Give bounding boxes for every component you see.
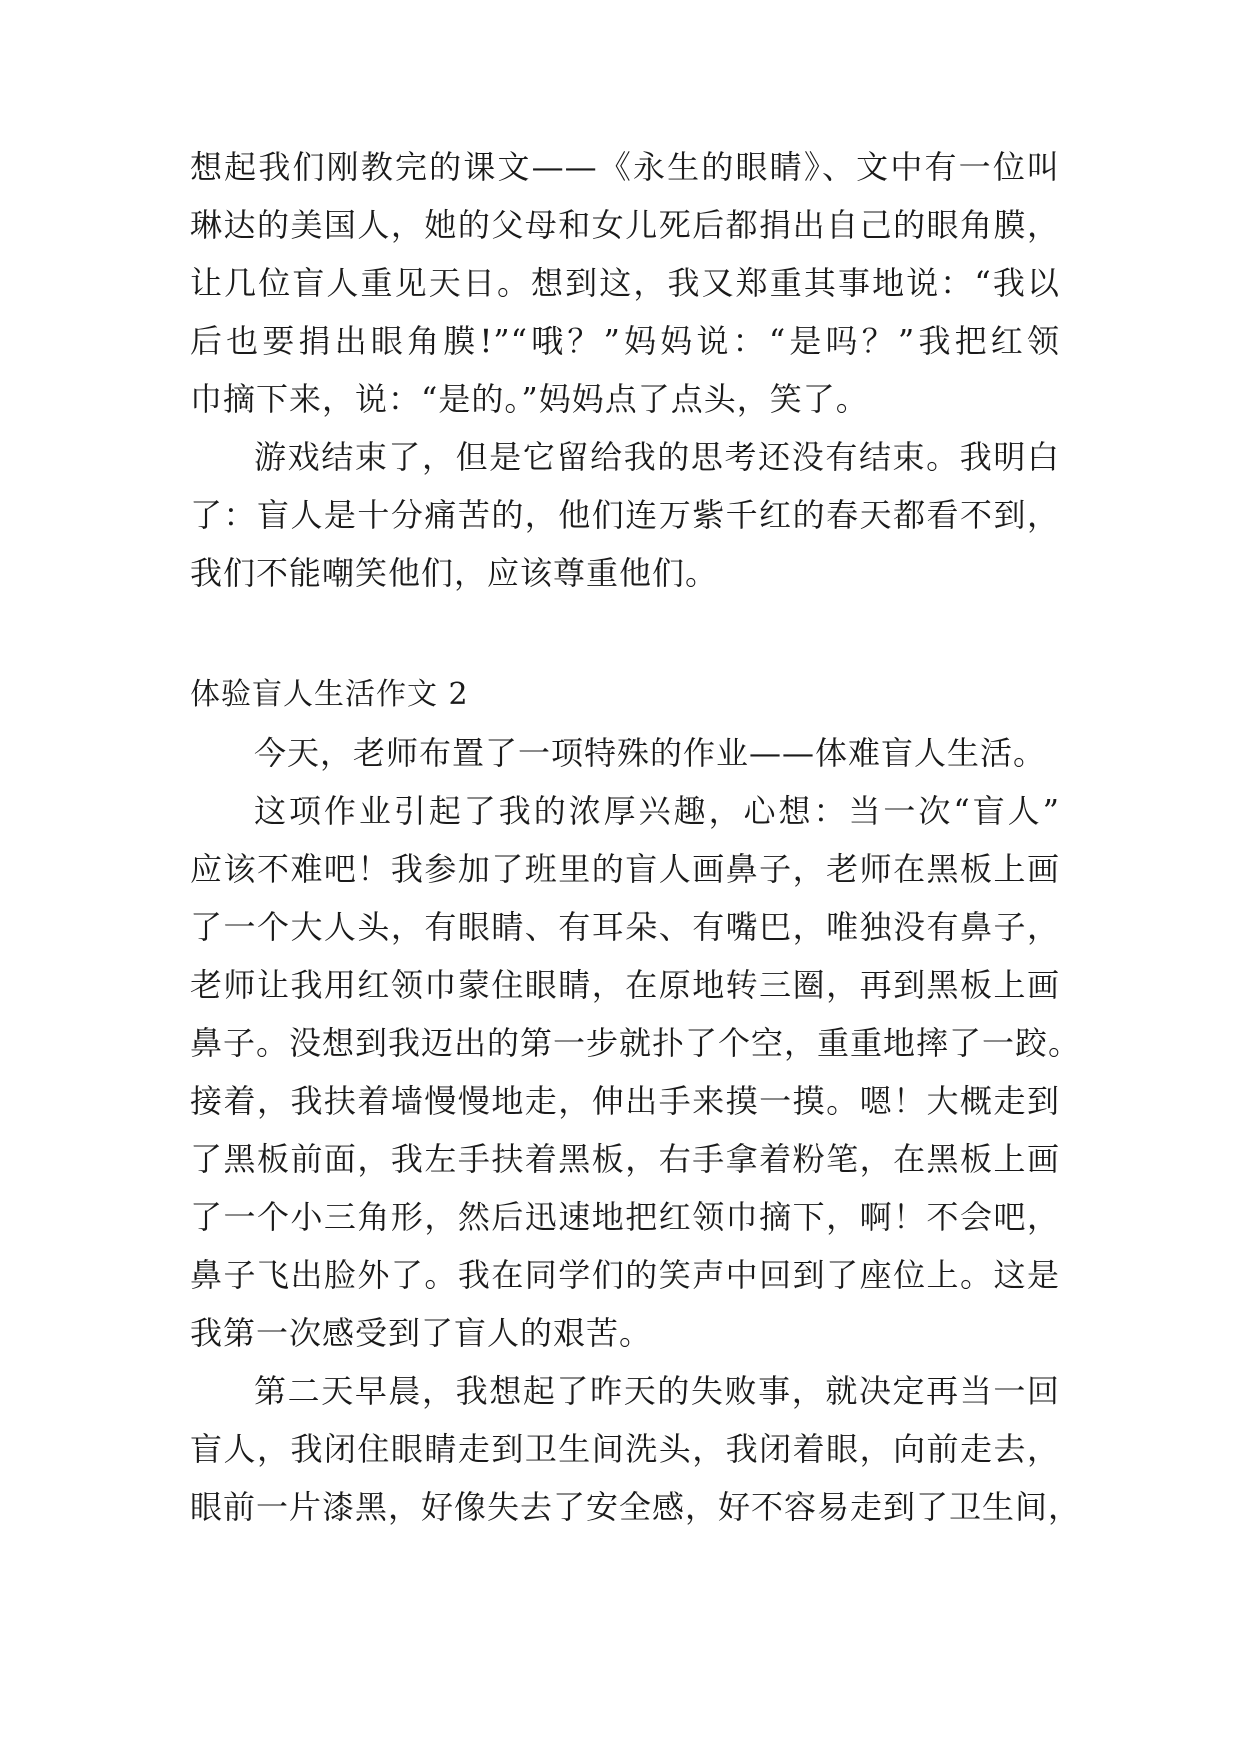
- section-heading: 体验盲人生活作文 2: [190, 677, 469, 712]
- text-line: 盲人，我闭住眼睛走到卫生间洗头，我闭着眼，向前走去，: [190, 1430, 1060, 1468]
- text-line: 第二天早晨，我想起了昨天的失败事，就决定再当一回: [254, 1372, 1060, 1410]
- text-line: 了黑板前面，我左手扶着黑板，右手拿着粉笔，在黑板上画: [190, 1140, 1060, 1178]
- text-line: 巾摘下来，说：“是的。”妈妈点了点头，笑了。: [190, 380, 869, 418]
- text-line: 让几位盲人重见天日。想到这，我又郑重其事地说：“我以: [190, 264, 1060, 302]
- text-line: 这项作业引起了我的浓厚兴趣，心想：当一次“盲人”: [254, 792, 1060, 830]
- text-line: 了：盲人是十分痛苦的，他们连万紫千红的春天都看不到，: [190, 496, 1060, 534]
- text-line: 我第一次感受到了盲人的艰苦。: [190, 1314, 653, 1352]
- text-line: 我们不能嘲笑他们，应该尊重他们。: [190, 554, 719, 592]
- text-line: 眼前一片漆黑，好像失去了安全感，好不容易走到了卫生间，: [190, 1488, 1082, 1526]
- text-line: 应该不难吧！我参加了班里的盲人画鼻子，老师在黑板上画: [190, 850, 1060, 888]
- text-line: 想起我们刚教完的课文——《永生的眼睛》、文中有一位叫: [190, 148, 1060, 186]
- text-line: 了一个小三角形，然后迅速地把红领巾摘下，啊！不会吧，: [190, 1198, 1060, 1236]
- text-line: 接着，我扶着墙慢慢地走，伸出手来摸一摸。嗯！大概走到: [190, 1082, 1060, 1120]
- text-line: 老师让我用红领巾蒙住眼睛，在原地转三圈，再到黑板上画: [190, 966, 1060, 1004]
- text-line: 鼻子。没想到我迈出的第一步就扑了个空，重重地摔了一跤。: [190, 1024, 1082, 1062]
- text-line: 今天，老师布置了一项特殊的作业——体难盲人生活。: [254, 734, 1047, 772]
- text-line: 琳达的美国人，她的父母和女儿死后都捐出自己的眼角膜，: [190, 206, 1060, 244]
- text-line: 了一个大人头，有眼睛、有耳朵、有嘴巴，唯独没有鼻子，: [190, 908, 1060, 946]
- text-line: 后也要捐出眼角膜!”“哦？”妈妈说：“是吗？”我把红领: [190, 322, 1060, 360]
- text-line: 游戏结束了，但是它留给我的思考还没有结束。我明白: [254, 438, 1060, 476]
- text-line: 鼻子飞出脸外了。我在同学们的笑声中回到了座位上。这是: [190, 1256, 1060, 1294]
